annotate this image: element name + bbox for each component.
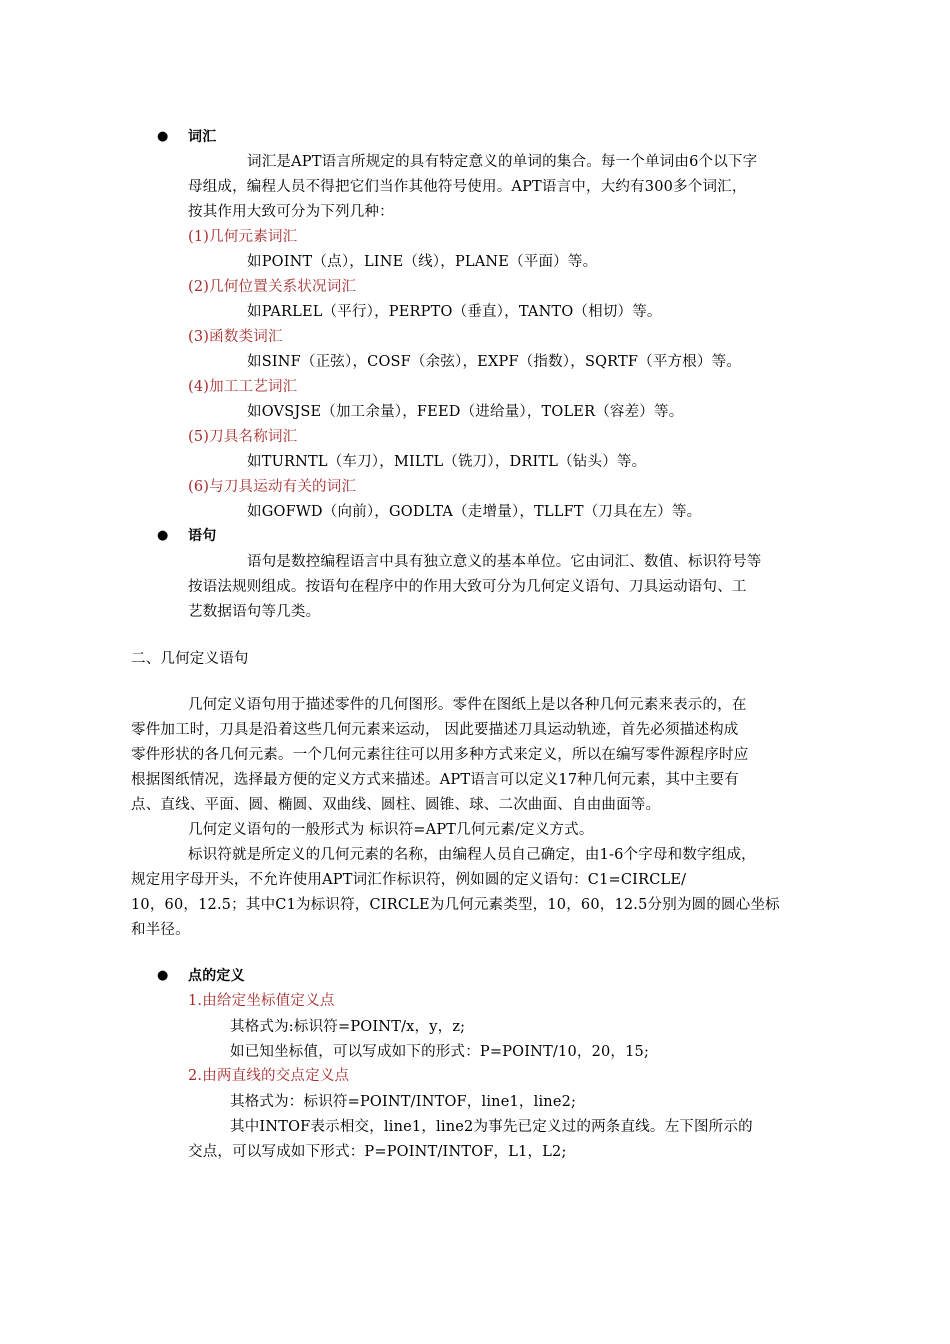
category-title: (5)刀具名称词汇 [188,429,298,445]
paragraph-line: 几何定义语句用于描述零件的几何图形。零件在图纸上是以各种几何元素来表示的，在 [188,697,747,713]
category-example: 如GOFWD（向前），GODLTA（走增量），TLLFT（刀具在左）等。 [247,504,702,520]
paragraph-line: 零件形状的各几何元素。一个几何元素往往可以用多种方式来定义，所以在编写零件源程序时应 [131,747,749,763]
paragraph-line: 点、直线、平面、圆、椭圆、双曲线、圆柱、圆锥、球、二次曲面、自由曲面等。 [131,797,661,813]
sentence-line: 艺数据语句等几类。 [188,604,321,620]
vocab-intro-line: 按其作用大致可分为下列几种： [188,204,394,220]
category-example: 如POINT（点），LINE（线），PLANE（平面）等。 [247,254,598,270]
category-title: (6)与刀具运动有关的词汇 [188,479,357,495]
bullet-dot: ● [157,528,169,543]
category-title: (1)几何元素词汇 [188,229,298,245]
format-line: 其格式为：标识符=POINT/INTOF，line1，line2; [230,1094,577,1110]
paragraph-line: 规定用字母开头，不允许使用APT词汇作标识符，例如圆的定义语句：C1=CIRCLE/ [131,872,687,888]
section-heading: 二、几何定义语句 [131,651,249,667]
paragraph-line: 标识符就是所定义的几何元素的名称，由编程人员自己确定，由1-6个字母和数字组成， [188,847,756,863]
vocab-intro-line: 词汇是APT语言所规定的具有特定意义的单词的集合。每一个单词由6个以下字 [247,154,758,170]
paragraph-line: 10，60，12.5；其中C1为标识符，CIRCLE为几何元素类型，10，60，12.5分别为圆的圆心坐标 [131,897,780,913]
format-line: 其格式为:标识符=POINT/x，y，z; [230,1019,466,1035]
category-example: 如PARLEL（平行），PERPTO（垂直），TANTO（相切）等。 [247,304,662,320]
category-title: (3)函数类词汇 [188,329,283,345]
paragraph-line: 零件加工时，刀具是沿着这些几何元素来运动， 因此要描述刀具运动轨迹，首先必须描述构成 [131,722,739,738]
paragraph-line: 根据图纸情况，选择最方便的定义方式来描述。APT语言可以定义17种几何元素，其中主要有 [131,772,739,788]
paragraph-line: 几何定义语句的一般形式为 标识符=APT几何元素/定义方式。 [188,822,594,838]
sentence-heading: 语句 [188,528,217,544]
format-line: 交点，可以写成如下形式：P=POINT/INTOF，L1，L2; [188,1144,567,1160]
bullet-dot: ● [157,129,169,144]
category-example: 如OVSJSE（加工余量），FEED（进给量），TOLER（容差）等。 [247,404,684,420]
vocab-intro-line: 母组成，编程人员不得把它们当作其他符号使用。APT语言中，大约有300多个词汇， [188,179,747,195]
subsection-title: 2.由两直线的交点定义点 [188,1068,350,1084]
format-line: 其中INTOF表示相交，line1，line2为事先已定义过的两条直线。左下图所示的 [230,1119,753,1135]
vocab-heading: 词汇 [188,129,217,145]
category-example: 如TURNTL（车刀），MILTL（铣刀），DRITL（钻头）等。 [247,454,647,470]
sentence-line: 语句是数控编程语言中具有独立意义的基本单位。它由词汇、数值、标识符号等 [247,554,762,570]
category-title: (4)加工工艺词汇 [188,379,298,395]
subsection-title: 1.由给定坐标值定义点 [188,993,335,1009]
paragraph-line: 和半径。 [131,922,190,938]
bullet-dot: ● [157,968,169,983]
category-title: (2)几何位置关系状况词汇 [188,279,357,295]
category-example: 如SINF（正弦），COSF（余弦），EXPF（指数），SQRTF（平方根）等。 [247,354,742,370]
point-heading: 点的定义 [188,968,245,984]
format-line: 如已知坐标值，可以写成如下的形式：P=POINT/10，20，15; [230,1044,650,1060]
sentence-line: 按语法规则组成。按语句在程序中的作用大致可分为几何定义语句、刀具运动语句、工 [188,579,747,595]
